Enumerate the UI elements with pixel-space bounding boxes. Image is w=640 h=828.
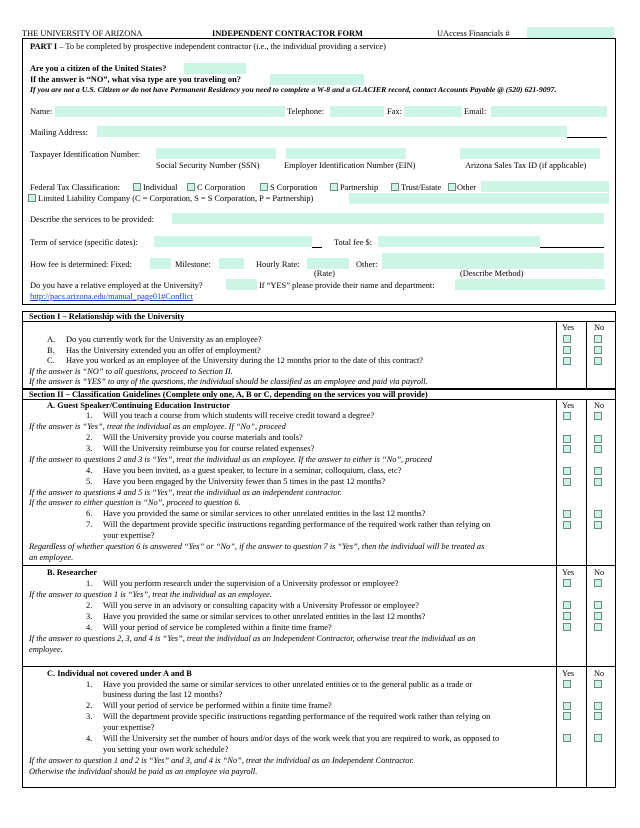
- ssn-caption: Social Security Number (SSN): [156, 161, 260, 170]
- s2c-q2: Will your period of service be performed within a finite time frame?: [103, 701, 332, 710]
- s1-a-yes[interactable]: [563, 335, 571, 343]
- s2b-q4: Will your period of service be completed within a finite time frame?: [103, 623, 332, 632]
- section1-no-header: No: [594, 323, 605, 332]
- s1-letter-a: A.: [47, 335, 56, 344]
- ssn-field[interactable]: [156, 148, 276, 159]
- s2a-num-7: 7.: [86, 520, 93, 529]
- s2a-note3: If the answer to questions 4 and 5 is “Yes”, treat the individual as an independent contractor.: [29, 488, 342, 497]
- s2b-no-header: No: [594, 568, 605, 577]
- s2b-num-3: 3.: [86, 612, 93, 621]
- milestone-field[interactable]: [219, 258, 244, 269]
- part1-title: PART I – To be completed by prospective independent contractor (i.e., the individual providing a service): [30, 42, 386, 51]
- mailing-field[interactable]: [97, 126, 567, 137]
- s2a-q5: Have you been engaged by the University fewer than 5 times in the past 12 months?: [103, 477, 386, 486]
- az-tax-field[interactable]: [460, 148, 600, 159]
- s2c-q3: Will the department provide specific instructions regarding performance of the required work rather than relying on: [103, 712, 491, 721]
- term-label: Term of service (specific dates):: [30, 238, 138, 247]
- fax-field[interactable]: [404, 106, 462, 117]
- total-fee-field[interactable]: [378, 236, 540, 247]
- s2a-q2-no[interactable]: [594, 435, 602, 443]
- s2b-q1-yes[interactable]: [563, 579, 571, 587]
- s1-b-no[interactable]: [594, 346, 602, 354]
- s2a-q3-yes[interactable]: [563, 445, 571, 453]
- trust-checkbox[interactable]: [391, 183, 399, 191]
- s2c-num-3: 3.: [86, 712, 93, 721]
- s2c-q4-cont: you setting your own work schedule?: [103, 745, 229, 754]
- s2c-q4-yes[interactable]: [563, 734, 571, 742]
- s2c-no-header: No: [594, 669, 605, 678]
- other-label: Other: [457, 183, 477, 192]
- term-field[interactable]: [154, 236, 312, 247]
- section1-yes-header: Yes: [562, 323, 575, 332]
- s2a-num-2: 2.: [86, 433, 93, 442]
- s2a-q1: Will you teach a course from which students will receive credit toward a degree?: [103, 411, 375, 420]
- s1-b-yes[interactable]: [563, 346, 571, 354]
- relative-question: Do you have a relative employed at the University?: [30, 281, 203, 290]
- s2a-q7: Will the department provide specific instructions regarding performance of the required work rather than relying on: [103, 520, 491, 529]
- how-fee-label: How fee is determined: Fixed:: [30, 260, 132, 269]
- s2c-title: C. Individual not covered under A and B: [47, 669, 192, 678]
- citizen-field[interactable]: [184, 63, 246, 74]
- visa-question: If the answer is “NO”, what visa type are you traveling on?: [30, 75, 241, 84]
- uaccess-field[interactable]: [527, 27, 614, 38]
- s2c-q2-yes[interactable]: [563, 702, 571, 710]
- s1-c-no[interactable]: [594, 357, 602, 365]
- s-corp-label: S Corporation: [270, 183, 318, 192]
- s2a-num-3: 3.: [86, 444, 93, 453]
- mailing-label: Mailing Address:: [30, 128, 88, 137]
- partnership-checkbox[interactable]: [330, 183, 338, 191]
- s2c-q2-no[interactable]: [594, 702, 602, 710]
- s1-a-no[interactable]: [594, 335, 602, 343]
- form-title: INDEPENDENT CONTRACTOR FORM: [212, 29, 363, 38]
- s2c-q1-cont: business during the last 12 months?: [103, 690, 223, 699]
- describe-label: Describe the services to be provided:: [30, 215, 154, 224]
- trust-label: Trust/Estate: [401, 183, 442, 192]
- university-name: THE UNIVERSITY OF ARIZONA: [22, 29, 143, 38]
- c-corp-checkbox[interactable]: [187, 183, 195, 191]
- individual-checkbox[interactable]: [133, 183, 141, 191]
- s2a-num-4: 4.: [86, 466, 93, 475]
- s2a-yes-header: Yes: [562, 401, 575, 410]
- s2a-q6-no[interactable]: [594, 510, 602, 518]
- s2a-q1-no[interactable]: [594, 412, 602, 420]
- s2c-q4-no[interactable]: [594, 734, 602, 742]
- relative-yes-label: If “YES” please provide their name and department:: [259, 281, 435, 290]
- s2b-q1: Will you perform research under the supervision of a University professor or employee?: [103, 579, 399, 588]
- s2c-q1-yes[interactable]: [563, 680, 571, 688]
- s2c-num-4: 4.: [86, 734, 93, 743]
- fed-tax-label: Federal Tax Classification:: [30, 183, 120, 192]
- name-field[interactable]: [55, 106, 285, 117]
- uaccess-label: UAccess Financials #: [437, 29, 510, 38]
- s2a-q7-no[interactable]: [594, 521, 602, 529]
- fixed-field[interactable]: [150, 258, 171, 269]
- section2-title: Section II – Classification Guidelines (Complete only one, A, B or C, depending on the services you will provide): [29, 390, 428, 399]
- s1-question-b: Has the University extended you an offer of employment?: [66, 346, 261, 355]
- s1-question-a: Do you currently work for the University as an employee?: [66, 335, 262, 344]
- s2c-q4: Will the University set the number of hours and/or days of the work week that you are required to work, as opposed to: [103, 734, 500, 743]
- s2a-note1: If the answer is “Yes”, treat the individual as an employee. If “No”, proceed: [29, 422, 286, 431]
- s2a-q5-yes[interactable]: [563, 478, 571, 486]
- s1-letter-b: B.: [47, 346, 55, 355]
- describe-method-caption: (Describe Method): [460, 269, 524, 278]
- name-label: Name:: [30, 107, 53, 116]
- llc-checkbox[interactable]: [28, 194, 36, 202]
- s2b-q3: Have you provided the same or similar services to other unrelated entities in the last 12 months?: [103, 612, 426, 621]
- s2a-q2-yes[interactable]: [563, 435, 571, 443]
- s1-note1: If the answer is “NO” to all questions, proceed to Section II.: [29, 367, 233, 376]
- s2a-note5: Regardless of whether question 6 is answered “Yes” or “No”, if the answer to question 7 is “Yes”, then the individual will be treated as: [29, 542, 485, 551]
- c-corp-label: C Corporation: [197, 183, 246, 192]
- partnership-label: Partnership: [340, 183, 379, 192]
- hourly-label: Hourly Rate:: [256, 260, 300, 269]
- individual-label: Individual: [143, 183, 178, 192]
- fax-label: Fax:: [387, 107, 402, 116]
- visa-field[interactable]: [270, 74, 364, 85]
- s2a-num-6: 6.: [86, 509, 93, 518]
- s2c-yes-header: Yes: [562, 669, 575, 678]
- s2c-q3-cont: your expertise?: [103, 723, 155, 732]
- telephone-label: Telephone:: [287, 107, 325, 116]
- other-fee-field[interactable]: [382, 253, 604, 269]
- s2c-q3-yes[interactable]: [563, 712, 571, 720]
- llc-label: Limited Liability Company (C = Corporation, S = S Corporation, P = Partnership): [38, 194, 314, 203]
- describe-field[interactable]: [172, 213, 604, 224]
- rate-caption: (Rate): [314, 269, 335, 278]
- s2a-num-5: 5.: [86, 477, 93, 486]
- s2a-q5-no[interactable]: [594, 478, 602, 486]
- s2a-no-header: No: [594, 401, 605, 410]
- s2b-note2: If the answer to questions 2, 3, and 4 is “Yes”, treat the individual as an Independent Contractor, otherwise treat the individual as an: [29, 634, 476, 643]
- s1-question-c: Have you worked as an employee of the University during the 12 months prior to the date of this contract?: [66, 356, 424, 365]
- ein-caption: Employer Identification Number (EIN): [284, 161, 416, 170]
- s2a-q4-no[interactable]: [594, 467, 602, 475]
- hourly-field[interactable]: [307, 258, 349, 269]
- s2a-q3: Will the University reimburse you for course related expenses?: [103, 444, 315, 453]
- s2a-q2: Will the University provide you course materials and tools?: [103, 433, 303, 442]
- s2b-q2-no[interactable]: [594, 601, 602, 609]
- s-corp-checkbox[interactable]: [260, 183, 268, 191]
- s2a-note2: If the answer to questions 2 and 3 is “Yes”, treat the individual as an employee. If the answer to either is “No”, proceed: [29, 455, 432, 464]
- s2a-q7-cont: your expertise?: [103, 531, 155, 540]
- s2b-num-1: 1.: [86, 579, 93, 588]
- s2a-q1-yes[interactable]: [563, 412, 571, 420]
- email-field[interactable]: [491, 106, 607, 117]
- llc-field[interactable]: [349, 193, 609, 204]
- tin-label: Taxpayer Identification Number:: [30, 150, 141, 159]
- s2a-num-1: 1.: [86, 411, 93, 420]
- s2c-note2: Otherwise the individual should be paid as an employee via payroll.: [29, 767, 258, 776]
- other-checkbox[interactable]: [448, 183, 456, 191]
- s2b-q2: Will you serve in an advisory or consulting capacity with a University Professor or employee?: [103, 601, 419, 610]
- s2b-q4-no[interactable]: [594, 623, 602, 631]
- s2b-note1: If the answer to question 1 is “Yes”, treat the individual as an employee.: [29, 590, 272, 599]
- s2b-title: B. Researcher: [47, 568, 98, 577]
- s2b-q2-yes[interactable]: [563, 601, 571, 609]
- s2b-q3-yes[interactable]: [563, 612, 571, 620]
- s2a-q6: Have you provided the same or similar services to other unrelated entities in the last 12 months?: [103, 509, 426, 518]
- s2a-title: A. Guest Speaker/Continuing Education Instructor: [47, 401, 231, 410]
- az-tax-caption: Arizona Sales Tax ID (if applicable): [465, 161, 587, 170]
- ein-field[interactable]: [286, 148, 406, 159]
- s2c-q1: Have you provided the same or similar services to other unrelated entities or to the general public as a trade or: [103, 680, 473, 689]
- s2c-num-1: 1.: [86, 680, 93, 689]
- email-label: Email:: [464, 107, 487, 116]
- s2a-q4-yes[interactable]: [563, 467, 571, 475]
- s1-note2: If the answer is “YES” to any of the questions, the individual should be classified as an employee and paid via payroll.: [29, 377, 428, 386]
- s2a-note4: If the answer to either question is “No”, proceed to question 6.: [29, 498, 241, 507]
- s1-c-yes[interactable]: [563, 357, 571, 365]
- w8-note: If you are not a U.S. Citizen or do not have Permanent Residency you need to complete a W-8 and a GLACIER record, contact Accounts Payable @ (520) 621-9097.: [30, 85, 557, 94]
- s2b-q1-no[interactable]: [594, 579, 602, 587]
- s2b-note3: employee.: [29, 645, 63, 654]
- section1-title: Section I – Relationship with the University: [29, 312, 185, 321]
- s2c-note1: If the answer to question 1 and 2 is “Yes” and 3, and 4 is “No”, treat the individual as an Independent Contractor.: [29, 756, 414, 765]
- s2b-yes-header: Yes: [562, 568, 575, 577]
- s2b-num-2: 2.: [86, 601, 93, 610]
- s2b-q3-no[interactable]: [594, 612, 602, 620]
- s2b-q4-yes[interactable]: [563, 623, 571, 631]
- other-fee-label: Other:: [356, 260, 378, 269]
- relative-name-field[interactable]: [455, 279, 605, 290]
- s2a-note6: an employee.: [29, 553, 74, 562]
- s2c-num-2: 2.: [86, 701, 93, 710]
- relative-field[interactable]: [226, 279, 257, 290]
- citizen-question: Are you a citizen of the United States?: [30, 64, 167, 73]
- telephone-field[interactable]: [330, 106, 384, 117]
- milestone-label: Milestone:: [175, 260, 211, 269]
- s1-letter-c: C.: [47, 356, 55, 365]
- s2a-q7-yes[interactable]: [563, 521, 571, 529]
- s2a-q6-yes[interactable]: [563, 510, 571, 518]
- other-classification-field[interactable]: [481, 181, 609, 192]
- total-fee-label: Total fee $:: [334, 238, 373, 247]
- s2c-q3-no[interactable]: [594, 712, 602, 720]
- s2a-q3-no[interactable]: [594, 445, 602, 453]
- conflict-link[interactable]: http://pacs.arizona.edu/manual_page01#Conflict: [30, 292, 193, 301]
- s2b-num-4: 4.: [86, 623, 93, 632]
- s2a-q4: Have you been invited, as a guest speaker, to lecture in a seminar, colloquium, class, etc?: [103, 466, 402, 475]
- s2c-q1-no[interactable]: [594, 680, 602, 688]
